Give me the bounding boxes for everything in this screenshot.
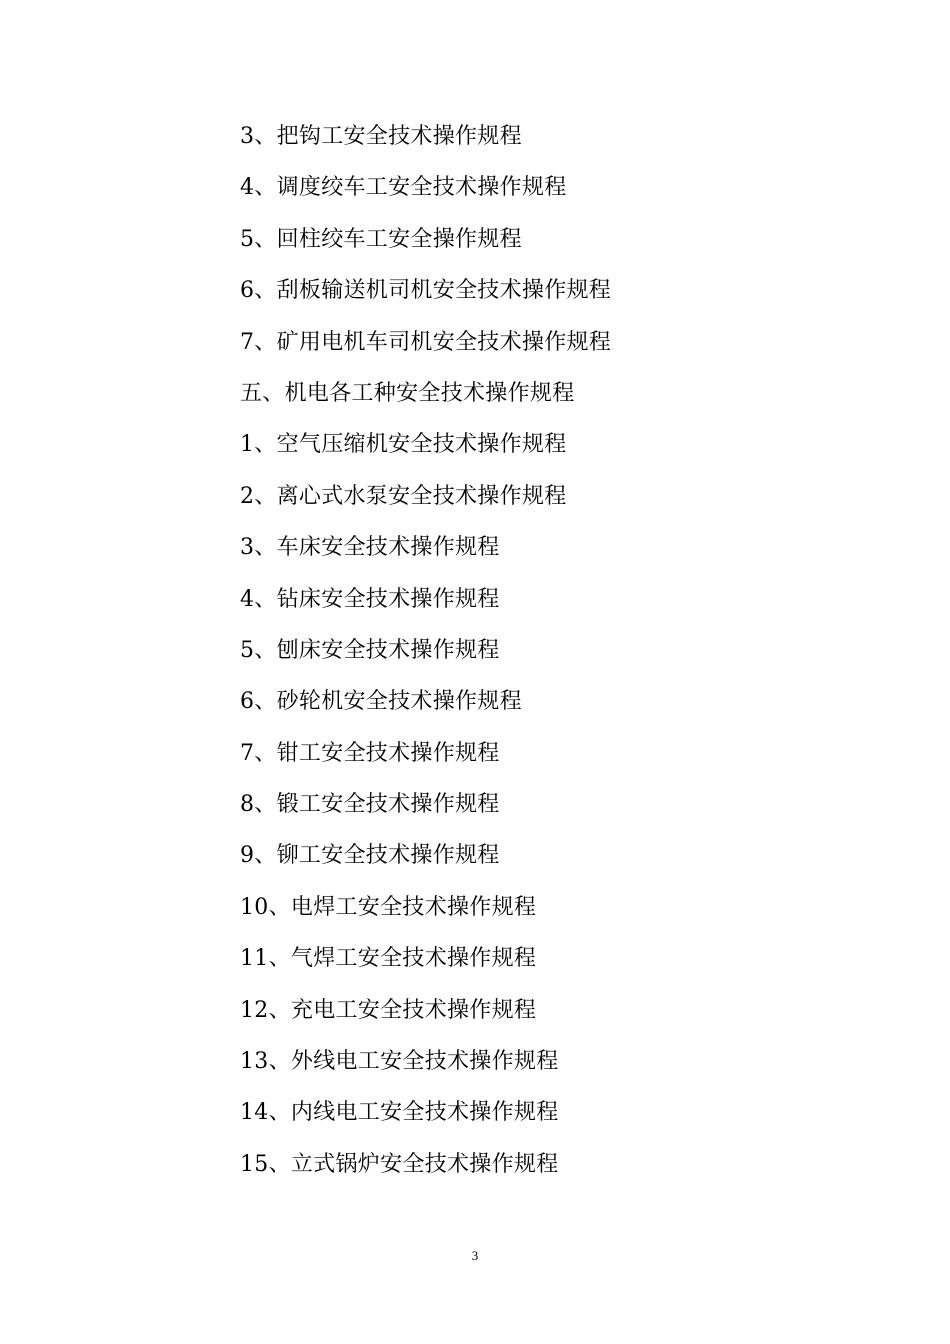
toc-item: 3、把钩工安全技术操作规程 xyxy=(240,124,522,149)
toc-section-heading: 五、机电各工种安全技术操作规程 xyxy=(240,380,575,406)
page-number: 3 xyxy=(471,1248,479,1263)
toc-item: 7、矿用电机车司机安全技术操作规程 xyxy=(240,329,612,355)
toc-item: 6、砂轮机安全技术操作规程 xyxy=(240,689,522,715)
toc-item: 11、气焊工安全技术操作规程 xyxy=(240,946,537,972)
toc-item: 9、铆工安全技术操作规程 xyxy=(240,843,500,869)
toc-item: 5、刨床安全技术操作规程 xyxy=(240,637,500,663)
toc-item: 7、钳工安全技术操作规程 xyxy=(240,740,500,766)
toc-item: 15、立式锅炉安全技术操作规程 xyxy=(240,1151,559,1177)
toc-item: 13、外线电工安全技术操作规程 xyxy=(240,1049,559,1075)
toc-item: 10、电焊工安全技术操作规程 xyxy=(240,894,537,920)
toc-item: 4、调度绞车工安全技术操作规程 xyxy=(240,175,567,201)
toc-item: 3、车床安全技术操作规程 xyxy=(240,535,500,561)
toc-item: 8、锻工安全技术操作规程 xyxy=(240,792,500,818)
toc-item: 6、刮板输送机司机安全技术操作规程 xyxy=(240,278,612,304)
toc-item: 5、回柱绞车工安全操作规程 xyxy=(240,226,522,252)
toc-item: 1、空气压缩机安全技术操作规程 xyxy=(240,432,567,458)
toc-item: 12、充电工安全技术操作规程 xyxy=(240,997,537,1023)
toc-item: 2、离心式水泵安全技术操作规程 xyxy=(240,483,567,509)
toc-item: 14、内线电工安全技术操作规程 xyxy=(240,1100,559,1126)
toc-list xyxy=(240,118,611,1197)
toc-item: 4、钻床安全技术操作规程 xyxy=(240,586,500,612)
